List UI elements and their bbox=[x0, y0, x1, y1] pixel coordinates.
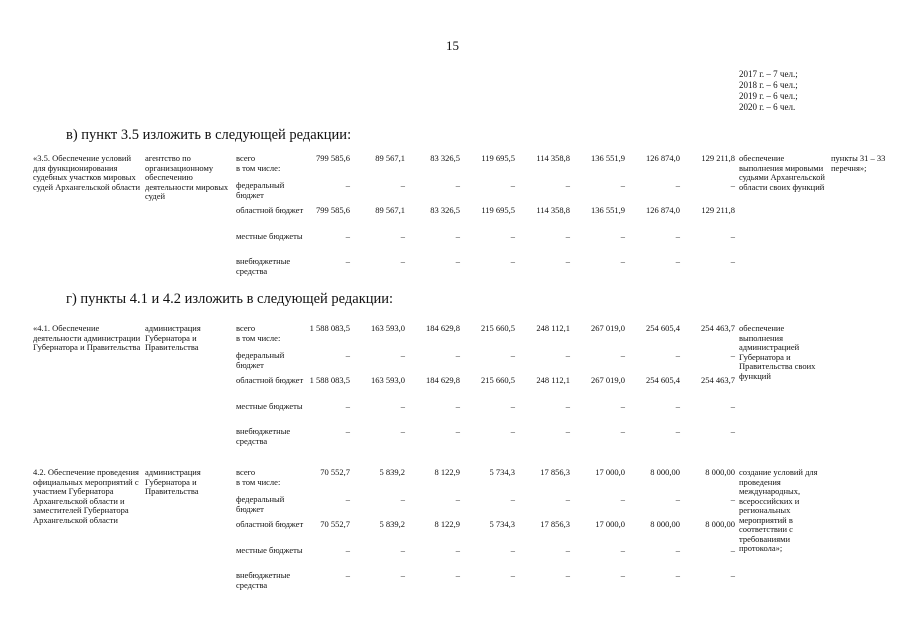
dash-cell: – bbox=[565, 494, 570, 504]
executor: администрация Губернатора и Правительства bbox=[145, 323, 201, 352]
value-total-y1: 799 585,6 bbox=[316, 153, 350, 163]
dash-cell: – bbox=[510, 180, 515, 190]
dash-cell: – bbox=[730, 231, 735, 241]
source-local: местные бюджеты bbox=[236, 545, 303, 555]
value-total-y3: 83 326,5 bbox=[430, 153, 460, 163]
source-extra: внебюджетные средства bbox=[236, 426, 291, 446]
dash-cell: – bbox=[565, 401, 570, 411]
value-regional-y8: 8 000,00 bbox=[705, 519, 735, 529]
value-regional-y6: 267 019,0 bbox=[591, 375, 625, 385]
dash-cell: – bbox=[675, 180, 680, 190]
expected-result: обеспечение выполнения мировыми судьями Архангельской области своих функций bbox=[739, 153, 825, 192]
dash-cell: – bbox=[730, 494, 735, 504]
value-total-y3: 8 122,9 bbox=[434, 467, 460, 477]
value-total-y1: 70 552,7 bbox=[320, 467, 350, 477]
dash-cell: – bbox=[345, 231, 350, 241]
value-regional-y6: 136 551,9 bbox=[591, 205, 625, 215]
value-regional-y7: 126 874,0 bbox=[646, 205, 680, 215]
measure-name: «3.5. Обеспечение условий для функционирования судебных участков мировых судей Архангельской области bbox=[33, 153, 141, 192]
dash-cell: – bbox=[675, 231, 680, 241]
dash-cell: – bbox=[620, 180, 625, 190]
value-total-y5: 248 112,1 bbox=[536, 323, 570, 333]
dash-cell: – bbox=[345, 180, 350, 190]
value-regional-y5: 114 358,8 bbox=[536, 205, 570, 215]
dash-cell: – bbox=[620, 570, 625, 580]
value-regional-y7: 254 605,4 bbox=[646, 375, 680, 385]
dash-cell: – bbox=[565, 570, 570, 580]
dash-cell: – bbox=[455, 426, 460, 436]
dash-cell: – bbox=[565, 256, 570, 266]
value-regional-y8: 254 463,7 bbox=[701, 375, 735, 385]
dash-cell: – bbox=[675, 426, 680, 436]
dash-cell: – bbox=[565, 426, 570, 436]
dash-cell: – bbox=[510, 256, 515, 266]
value-regional-y1: 799 585,6 bbox=[316, 205, 350, 215]
value-total-y1: 1 588 083,5 bbox=[309, 323, 350, 333]
dash-cell: – bbox=[455, 494, 460, 504]
value-total-y7: 254 605,4 bbox=[646, 323, 680, 333]
value-total-y8: 129 211,8 bbox=[701, 153, 735, 163]
value-total-y6: 17 000,0 bbox=[595, 467, 625, 477]
source-incl: в том числе: bbox=[236, 333, 281, 343]
dash-cell: – bbox=[620, 231, 625, 241]
value-regional-y1: 1 588 083,5 bbox=[309, 375, 350, 385]
value-total-y7: 126 874,0 bbox=[646, 153, 680, 163]
dash-cell: – bbox=[510, 350, 515, 360]
dash-cell: – bbox=[345, 570, 350, 580]
source-federal: федеральный бюджет bbox=[236, 350, 285, 370]
heading-items-4-1-4-2: г) пункты 4.1 и 4.2 изложить в следующей редакции: bbox=[66, 291, 394, 307]
value-regional-y3: 83 326,5 bbox=[430, 205, 460, 215]
dash-cell: – bbox=[675, 545, 680, 555]
source-federal: федеральный бюджет bbox=[236, 494, 285, 514]
dash-cell: – bbox=[510, 570, 515, 580]
heading-item-3-5: в) пункт 3.5 изложить в следующей редакции: bbox=[66, 127, 352, 143]
dash-cell: – bbox=[510, 545, 515, 555]
dash-cell: – bbox=[620, 350, 625, 360]
dash-cell: – bbox=[345, 401, 350, 411]
previous-item-result bbox=[739, 69, 798, 113]
dash-cell: – bbox=[345, 426, 350, 436]
dash-cell: – bbox=[400, 570, 405, 580]
value-total-y7: 8 000,00 bbox=[650, 467, 680, 477]
dash-cell: – bbox=[400, 180, 405, 190]
value-regional-y1: 70 552,7 bbox=[320, 519, 350, 529]
dash-cell: – bbox=[455, 350, 460, 360]
value-total-y6: 267 019,0 bbox=[591, 323, 625, 333]
source-regional: областной бюджет bbox=[236, 519, 304, 529]
dash-cell: – bbox=[510, 426, 515, 436]
dash-cell: – bbox=[620, 256, 625, 266]
dash-cell: – bbox=[675, 256, 680, 266]
value-total-y2: 5 839,2 bbox=[379, 467, 405, 477]
dash-cell: – bbox=[620, 401, 625, 411]
dash-cell: – bbox=[730, 570, 735, 580]
source-extra: внебюджетные средства bbox=[236, 570, 291, 590]
dash-cell: – bbox=[730, 256, 735, 266]
dash-cell: – bbox=[400, 350, 405, 360]
value-regional-y6: 17 000,0 bbox=[595, 519, 625, 529]
source-regional: областной бюджет bbox=[236, 375, 304, 385]
executor: агентство по организационному обеспечению деятельности мировых судей bbox=[145, 153, 229, 201]
dash-cell: – bbox=[730, 401, 735, 411]
dash-cell: – bbox=[675, 401, 680, 411]
source-total: всего bbox=[236, 323, 256, 333]
dash-cell: – bbox=[400, 545, 405, 555]
value-regional-y2: 163 593,0 bbox=[371, 375, 405, 385]
value-total-y8: 8 000,00 bbox=[705, 467, 735, 477]
dash-cell: – bbox=[620, 545, 625, 555]
value-total-y4: 5 734,3 bbox=[489, 467, 515, 477]
value-total-y4: 215 660,5 bbox=[481, 323, 515, 333]
dash-cell: – bbox=[455, 180, 460, 190]
dash-cell: – bbox=[400, 256, 405, 266]
dash-cell: – bbox=[730, 180, 735, 190]
value-total-y5: 114 358,8 bbox=[536, 153, 570, 163]
dash-cell: – bbox=[345, 350, 350, 360]
dash-cell: – bbox=[565, 545, 570, 555]
result-line: 2019 г. – 6 чел.; bbox=[739, 91, 798, 101]
value-total-y4: 119 695,5 bbox=[481, 153, 515, 163]
dash-cell: – bbox=[455, 401, 460, 411]
dash-cell: – bbox=[345, 545, 350, 555]
page-number: 15 bbox=[446, 38, 459, 53]
measure-name: 4.2. Обеспечение проведения официальных мероприятий с участием Губернатора Архангельской области и заместителей Губернатора Архангельской области bbox=[33, 467, 139, 525]
value-regional-y8: 129 211,8 bbox=[701, 205, 735, 215]
value-total-y5: 17 856,3 bbox=[540, 467, 570, 477]
value-total-y8: 254 463,7 bbox=[701, 323, 735, 333]
dash-cell: – bbox=[620, 426, 625, 436]
value-regional-y3: 8 122,9 bbox=[434, 519, 460, 529]
dash-cell: – bbox=[455, 231, 460, 241]
expected-result: обеспечение выполнения администрацией Губернатора и Правительства своих функций bbox=[739, 323, 816, 381]
source-incl: в том числе: bbox=[236, 477, 281, 487]
dash-cell: – bbox=[675, 570, 680, 580]
dash-cell: – bbox=[565, 180, 570, 190]
value-regional-y4: 5 734,3 bbox=[489, 519, 515, 529]
dash-cell: – bbox=[620, 494, 625, 504]
value-regional-y4: 215 660,5 bbox=[481, 375, 515, 385]
dash-cell: – bbox=[455, 256, 460, 266]
source-local: местные бюджеты bbox=[236, 401, 303, 411]
source-extra: внебюджетные средства bbox=[236, 256, 291, 276]
source-incl: в том числе: bbox=[236, 163, 281, 173]
value-regional-y4: 119 695,5 bbox=[481, 205, 515, 215]
value-total-y2: 163 593,0 bbox=[371, 323, 405, 333]
executor: администрация Губернатора и Правительства bbox=[145, 467, 201, 496]
value-total-y3: 184 629,8 bbox=[426, 323, 460, 333]
dash-cell: – bbox=[565, 350, 570, 360]
value-regional-y7: 8 000,00 bbox=[650, 519, 680, 529]
dash-cell: – bbox=[400, 231, 405, 241]
value-regional-y2: 5 839,2 bbox=[379, 519, 405, 529]
source-regional: областной бюджет bbox=[236, 205, 304, 215]
dash-cell: – bbox=[730, 350, 735, 360]
dash-cell: – bbox=[510, 494, 515, 504]
dash-cell: – bbox=[345, 256, 350, 266]
dash-cell: – bbox=[510, 401, 515, 411]
result-line: 2020 г. – 6 чел. bbox=[739, 102, 796, 112]
dash-cell: – bbox=[400, 401, 405, 411]
dash-cell: – bbox=[400, 494, 405, 504]
list-points: пункты 31 – 33 перечня»; bbox=[831, 153, 886, 173]
value-total-y6: 136 551,9 bbox=[591, 153, 625, 163]
source-local: местные бюджеты bbox=[236, 231, 303, 241]
value-total-y2: 89 567,1 bbox=[375, 153, 405, 163]
value-regional-y5: 248 112,1 bbox=[536, 375, 570, 385]
dash-cell: – bbox=[675, 494, 680, 504]
source-total: всего bbox=[236, 467, 256, 477]
expected-result: создание условий для проведения международных, всероссийских и региональных мероприятий в соответствии с требованиями протокола»; bbox=[739, 467, 818, 553]
dash-cell: – bbox=[565, 231, 570, 241]
dash-cell: – bbox=[345, 494, 350, 504]
dash-cell: – bbox=[510, 231, 515, 241]
source-federal: федеральный бюджет bbox=[236, 180, 285, 200]
result-line: 2017 г. – 7 чел.; bbox=[739, 69, 798, 79]
value-regional-y5: 17 856,3 bbox=[540, 519, 570, 529]
dash-cell: – bbox=[455, 545, 460, 555]
dash-cell: – bbox=[730, 545, 735, 555]
value-regional-y2: 89 567,1 bbox=[375, 205, 405, 215]
dash-cell: – bbox=[730, 426, 735, 436]
dash-cell: – bbox=[400, 426, 405, 436]
value-regional-y3: 184 629,8 bbox=[426, 375, 460, 385]
measure-name: «4.1. Обеспечение деятельности администрации Губернатора и Правительства bbox=[33, 323, 141, 352]
source-total: всего bbox=[236, 153, 256, 163]
dash-cell: – bbox=[455, 570, 460, 580]
result-line: 2018 г. – 6 чел.; bbox=[739, 80, 798, 90]
dash-cell: – bbox=[675, 350, 680, 360]
